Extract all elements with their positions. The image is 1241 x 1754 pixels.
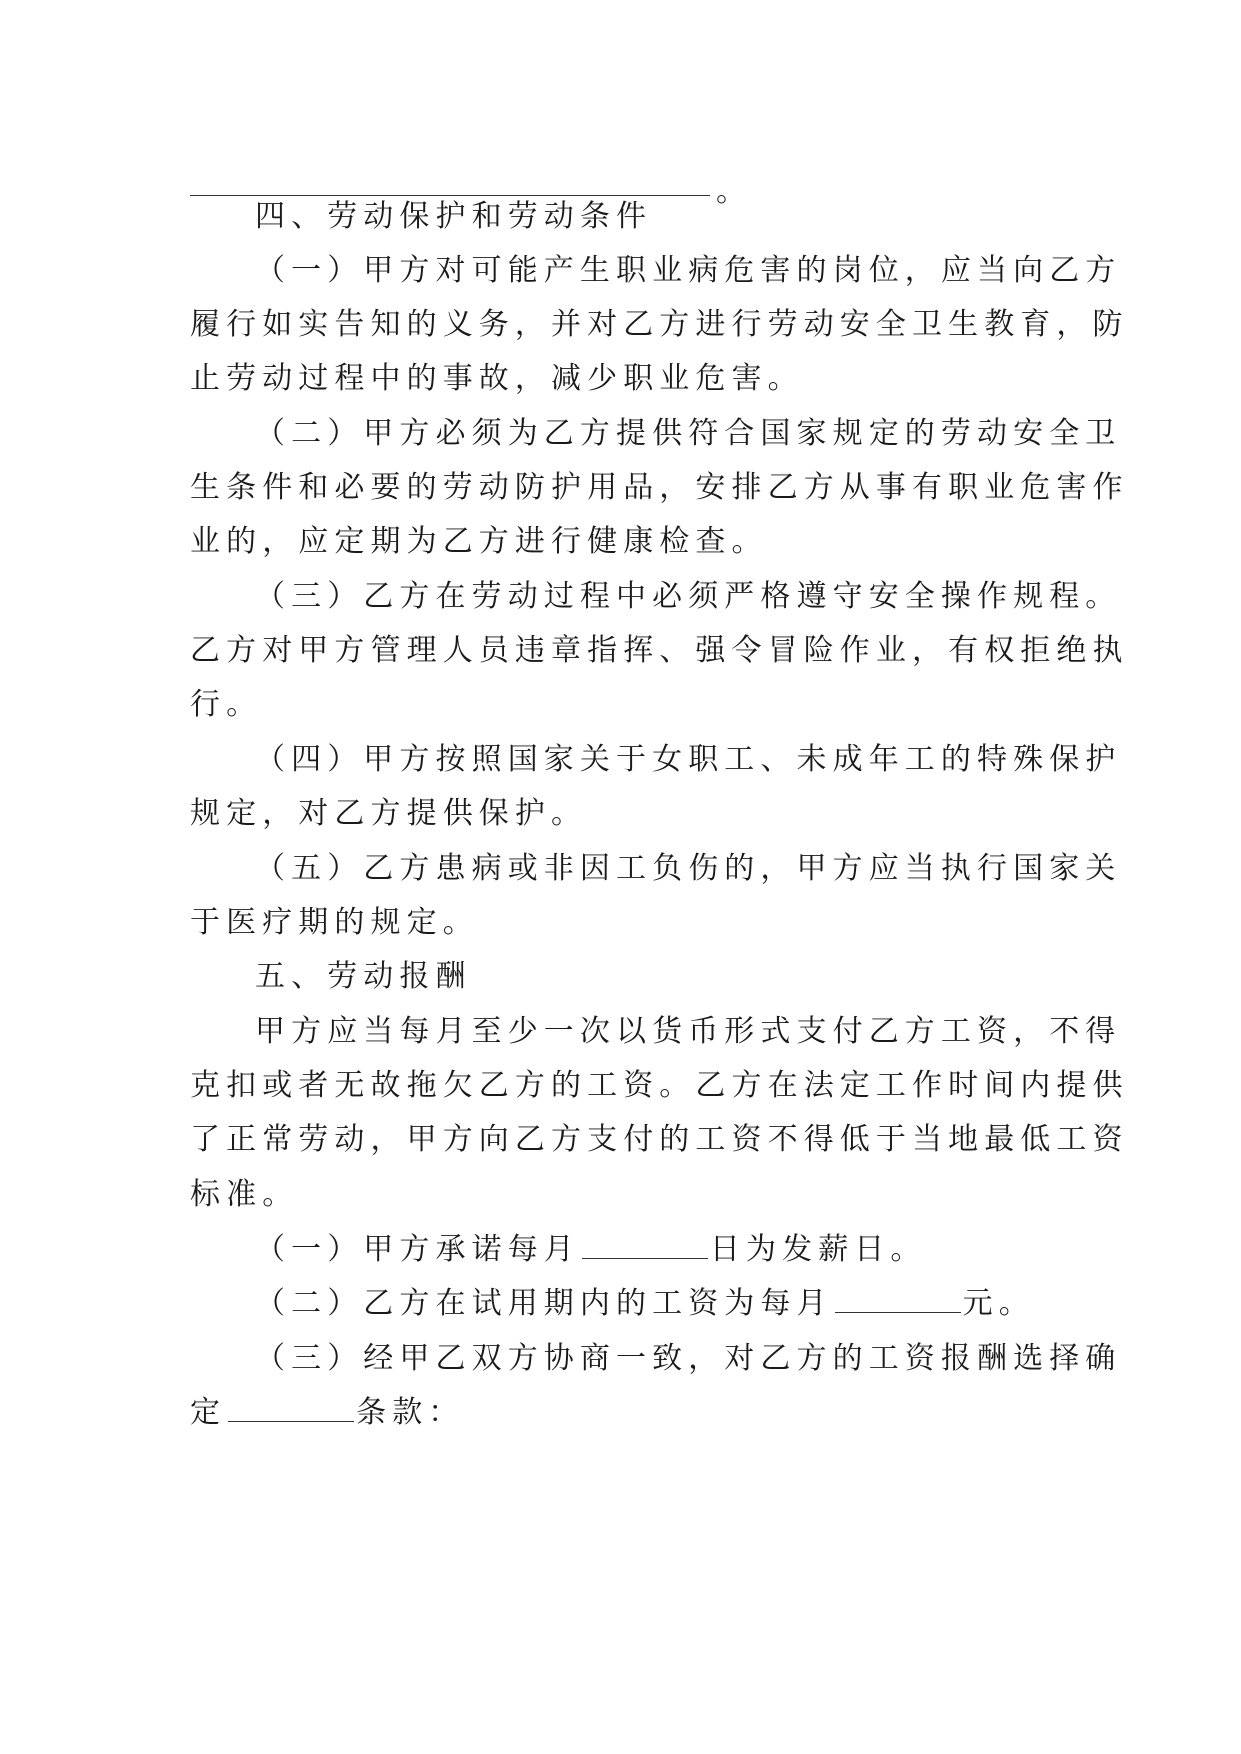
paragraph-line: 了正常劳动，甲方向乙方支付的工资不得低于当地最低工资 — [190, 1122, 1129, 1157]
paragraph-line: （三）乙方在劳动过程中必须严格遵守安全操作规程。 — [255, 579, 1122, 614]
paragraph-line: 履行如实告知的义务，并对乙方进行劳动安全卫生教育，防 — [190, 307, 1129, 342]
clause-text: 元。 — [962, 1286, 1035, 1321]
paragraph-line: 于医疗期的规定。 — [190, 905, 479, 940]
paragraph-line: （四）甲方按照国家关于女职工、未成年工的特殊保护 — [255, 742, 1122, 777]
payday-blank[interactable] — [582, 1234, 708, 1259]
paragraph-line: 规定，对乙方提供保护。 — [190, 796, 588, 831]
paragraph-line: （二）甲方必须为乙方提供符合国家规定的劳动安全卫 — [255, 416, 1122, 451]
clause-text: 定 — [190, 1395, 227, 1430]
clause-text: （一）甲方承诺每月 — [255, 1232, 580, 1267]
clause-text: （二）乙方在试用期内的工资为每月 — [255, 1286, 833, 1321]
clause-text: 日为发薪日。 — [709, 1232, 927, 1267]
paragraph-line: 乙方对甲方管理人员违章指挥、强令冒险作业，有权拒绝执 — [190, 633, 1129, 668]
paragraph-line: （一）甲方对可能产生职业病危害的岗位，应当向乙方 — [255, 253, 1122, 288]
section-heading-4: 四、劳动保护和劳动条件 — [255, 199, 653, 234]
paragraph-line: 克扣或者无故拖欠乙方的工资。乙方在法定工作时间内提供 — [190, 1068, 1129, 1103]
paragraph-line: （三）经甲乙双方协商一致，对乙方的工资报酬选择确 — [255, 1341, 1122, 1376]
probation-wage-clause — [255, 1285, 1035, 1323]
payday-clause — [255, 1231, 927, 1269]
section-heading-5: 五、劳动报酬 — [255, 959, 472, 994]
wage-option-blank[interactable] — [228, 1397, 354, 1422]
paragraph-line: 行。 — [190, 687, 263, 722]
paragraph-line: 业的，应定期为乙方进行健康检查。 — [190, 524, 768, 559]
end-mark: 。 — [716, 174, 746, 209]
fill-in-blank-line — [190, 195, 710, 196]
paragraph-line: 标准。 — [190, 1177, 299, 1212]
paragraph-line: （五）乙方患病或非因工负伤的，甲方应当执行国家关 — [255, 851, 1122, 886]
paragraph-line: 止劳动过程中的事故，减少职业危害。 — [190, 361, 804, 396]
paragraph-line: 甲方应当每月至少一次以货币形式支付乙方工资，不得 — [255, 1014, 1122, 1049]
clause-text: 条款： — [356, 1395, 465, 1430]
paragraph-line: 生条件和必要的劳动防护用品，安排乙方从事有职业危害作 — [190, 470, 1129, 505]
probation-wage-blank[interactable] — [835, 1288, 961, 1313]
wage-option-clause — [190, 1394, 464, 1432]
